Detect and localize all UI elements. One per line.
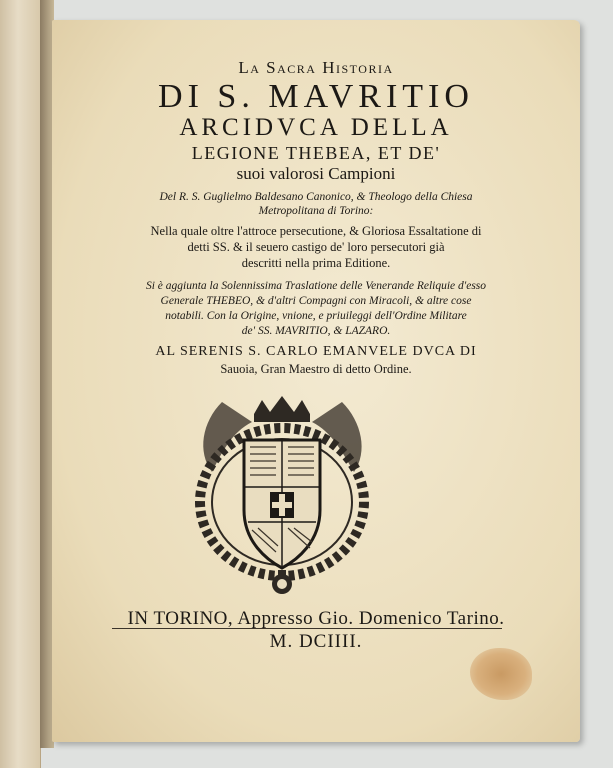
imprint-rule [112,628,502,629]
description-line-2: detti SS. & il seuero castigo de' loro persecutori già [187,240,445,254]
addition-line-3: notabili. Con la Origine, vnione, e priuileggi dell'Ordine Militare [165,310,467,322]
addition-line-2: Generale THEBEO, & d'altri Compagni con Miracoli, & altre cose [160,295,472,307]
description-line-3: descritti nella prima Editione. [241,256,391,270]
title-line-2: DI S. MAVRITIO [158,78,474,115]
book-spine-edge [0,0,41,768]
title-line-5: suoi valorosi Campioni [236,164,396,183]
dedication-line-1: AL SERENIS S. CARLO EMANVELE DVCA DI [155,344,477,359]
imprint-line: IN TORINO, Appresso Gio. Domenico Tarino. [127,608,505,629]
author-line-1: Del R. S. Guglielmo Baldesano Canonico, & Theologo della Chiesa [159,191,473,203]
title-page-text [52,0,580,768]
date-line: M. DCIIII. [269,631,363,652]
dedication-line-2: Sauoia, Gran Maestro di detto Ordine. [220,362,412,376]
author-line-2: Metropolitana di Torino: [258,205,374,217]
addition-line-1: Si è aggiunta la Solennissima Traslatione delle Venerande Reliquie d'esso [145,280,487,292]
title-line-1: La Sacra Historia [238,58,394,77]
title-line-4: LEGIONE THEBEA, ET DE' [191,143,441,163]
coat-of-arms-icon [192,392,372,602]
description-line-1: Nella quale oltre l'attroce persecutione, & Gloriosa Essaltatione di [150,224,482,238]
addition-line-4: de' SS. MAVRITIO, & LAZARO. [241,325,391,337]
title-line-3: ARCIDVCA DELLA [179,114,453,141]
